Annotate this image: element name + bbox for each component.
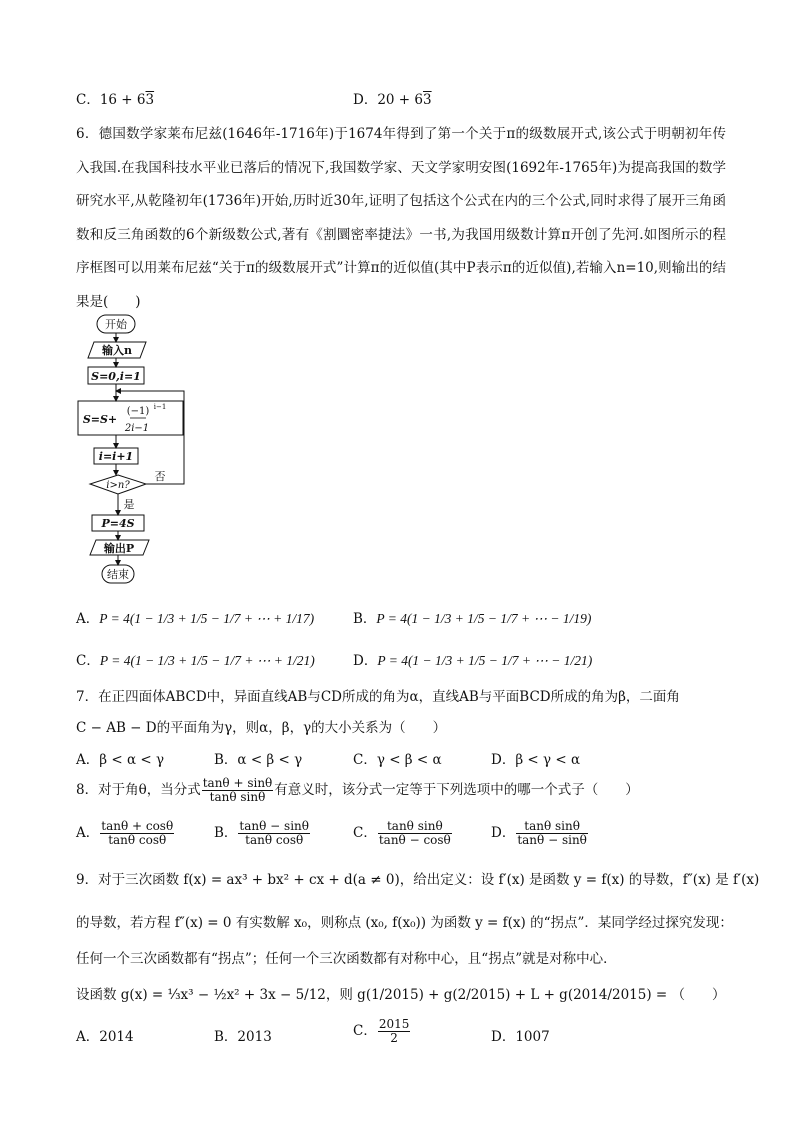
q7-line2: C − AB − D的平面角为γ，则α，β，γ的大小关系为（ ） (76, 720, 447, 736)
q7-option-a: A．β < α < γ (76, 752, 165, 768)
q6-option-d: D．P = 4(1 − 1/3 + 1/5 − 1/7 + ⋯ − 1/21) (353, 653, 593, 669)
flow-end: 结束 (107, 568, 129, 581)
flow-update-exp: i−1 (153, 403, 167, 411)
flow-no: 否 (154, 470, 166, 483)
q8-option-b: B． $\frac{\tan\theta - \sin\theta}{\text{tanθ cosθ}}$ (214, 819, 309, 847)
q6-option-b: B．P = 4(1 − 1/3 + 1/5 − 1/7 + ⋯ − 1/19) (353, 611, 592, 627)
q9-line2: 的导数，若方程 f″(x) = 0 有实数解 x₀，则称点 (x₀, f(x₀)) 为函数 y = f(x) 的“拐点”．某同学经过探究发现： (76, 915, 733, 931)
q9-line3: 任何一个三次函数都有“拐点”；任何一个三次函数都有对称中心，且“拐点”就是对称中心． (76, 951, 617, 967)
q6-text: 6．德国数学家莱布尼兹(1646年-1716年)于1674年得到了第一个关于π的级数展开式,该公式于明朝初年传入我国.在我国科技水平业已落后的情况下,我国数学家、天文学家明安图(1692年-1765年)为提高我国的数学研究水平,从乾隆初年(1736年)开始,历时近30年,证明了包括这个公式在内的三个公式,同时求得了展开三角函数和反三角函数的6个新级数公式,著有《割圜密率捷法》一书,为我国用级数计算π开创了先河.如图所示的程序框图可以用莱布尼兹“关于π的级数展开式”计算π的近似值(其中P表示π的近似值),若输入n=10,则输出的结果是( ) (76, 126, 726, 310)
flow-init: S=0,i=1 (91, 370, 141, 383)
flow-input: 输入n (102, 344, 132, 357)
q6-option-a: A．P = 4(1 − 1/3 + 1/5 − 1/7 + ⋯ + 1/17) (76, 611, 315, 627)
q6-option-c: C．P = 4(1 − 1/3 + 1/5 − 1/7 + ⋯ + 1/21) (76, 653, 315, 669)
q8-option-d: D． $\frac{\text{tanθ sinθ}}{\tan\theta - \sin\theta}$ (491, 819, 587, 847)
flow-assign: P=4S (101, 517, 135, 530)
q7-option-b: B．α < β < γ (214, 752, 303, 768)
flow-yes: 是 (123, 498, 135, 511)
q8-fraction: $\frac{\tan\theta + \sin\theta}{\text{tanθ sinθ}}$ (202, 776, 273, 804)
flow-update-den: 2i−1 (124, 423, 150, 434)
q8-option-a: A． $\frac{\tan\theta + \cos\theta}{\text{tanθ cosθ}}$ (76, 819, 174, 847)
q9-line4: 设函数 g(x) = ⅓x³ − ½x² + 3x − 5/12，则 g(1/2015) + g(2/2015) + L + g(2014/2015) = （ ） (76, 987, 726, 1003)
q8-stem: 8．对于角θ，当分式 $\frac{\tan\theta + \sin\theta}{\text{tanθ sinθ}}$ 有意义时，该分式一定等于下列选项中的哪一个式子（ ） (76, 776, 639, 804)
flowchart (74, 310, 204, 592)
q8-option-c: C． $\frac{\text{tanθ sinθ}}{\tan\theta - \cos\theta}$ (353, 819, 451, 847)
flow-incr: i=i+1 (98, 450, 134, 463)
sqrt-radicand: 3 (145, 92, 155, 108)
flow-update-lhs: S=S+ (82, 413, 118, 426)
q5-option-c: C．16 + 63 (76, 92, 155, 108)
q9-option-b: B．2013 (214, 1029, 272, 1045)
flow-start: 开始 (105, 318, 127, 331)
q5-option-d: D．20 + 63 (353, 92, 432, 108)
flow-update-num: (−1) (126, 406, 150, 417)
flow-output: 输出P (103, 542, 135, 555)
q7-line1: 7．在正四面体ABCD中，异面直线AB与CD所成的角为α，直线AB与平面BCD所成的角为β，二面角 (76, 689, 680, 705)
flow-cond: i>n? (106, 480, 130, 491)
sqrt-radicand: 3 (423, 92, 432, 108)
q7-option-d: D．β < γ < α (491, 752, 581, 768)
q7-option-c: C．γ < β < α (353, 752, 442, 768)
q9-option-d: D．1007 (491, 1029, 550, 1045)
q9-line1: 9．对于三次函数 f(x) = ax³ + bx² + cx + d(a ≠ 0)，给出定义：设 f′(x) 是函数 y = f(x) 的导数，f″(x) 是 f′(x) (76, 872, 760, 888)
q9-option-c: C． $\frac{2015}{2}$ (353, 1017, 410, 1045)
q9-option-a: A．2014 (76, 1029, 134, 1045)
